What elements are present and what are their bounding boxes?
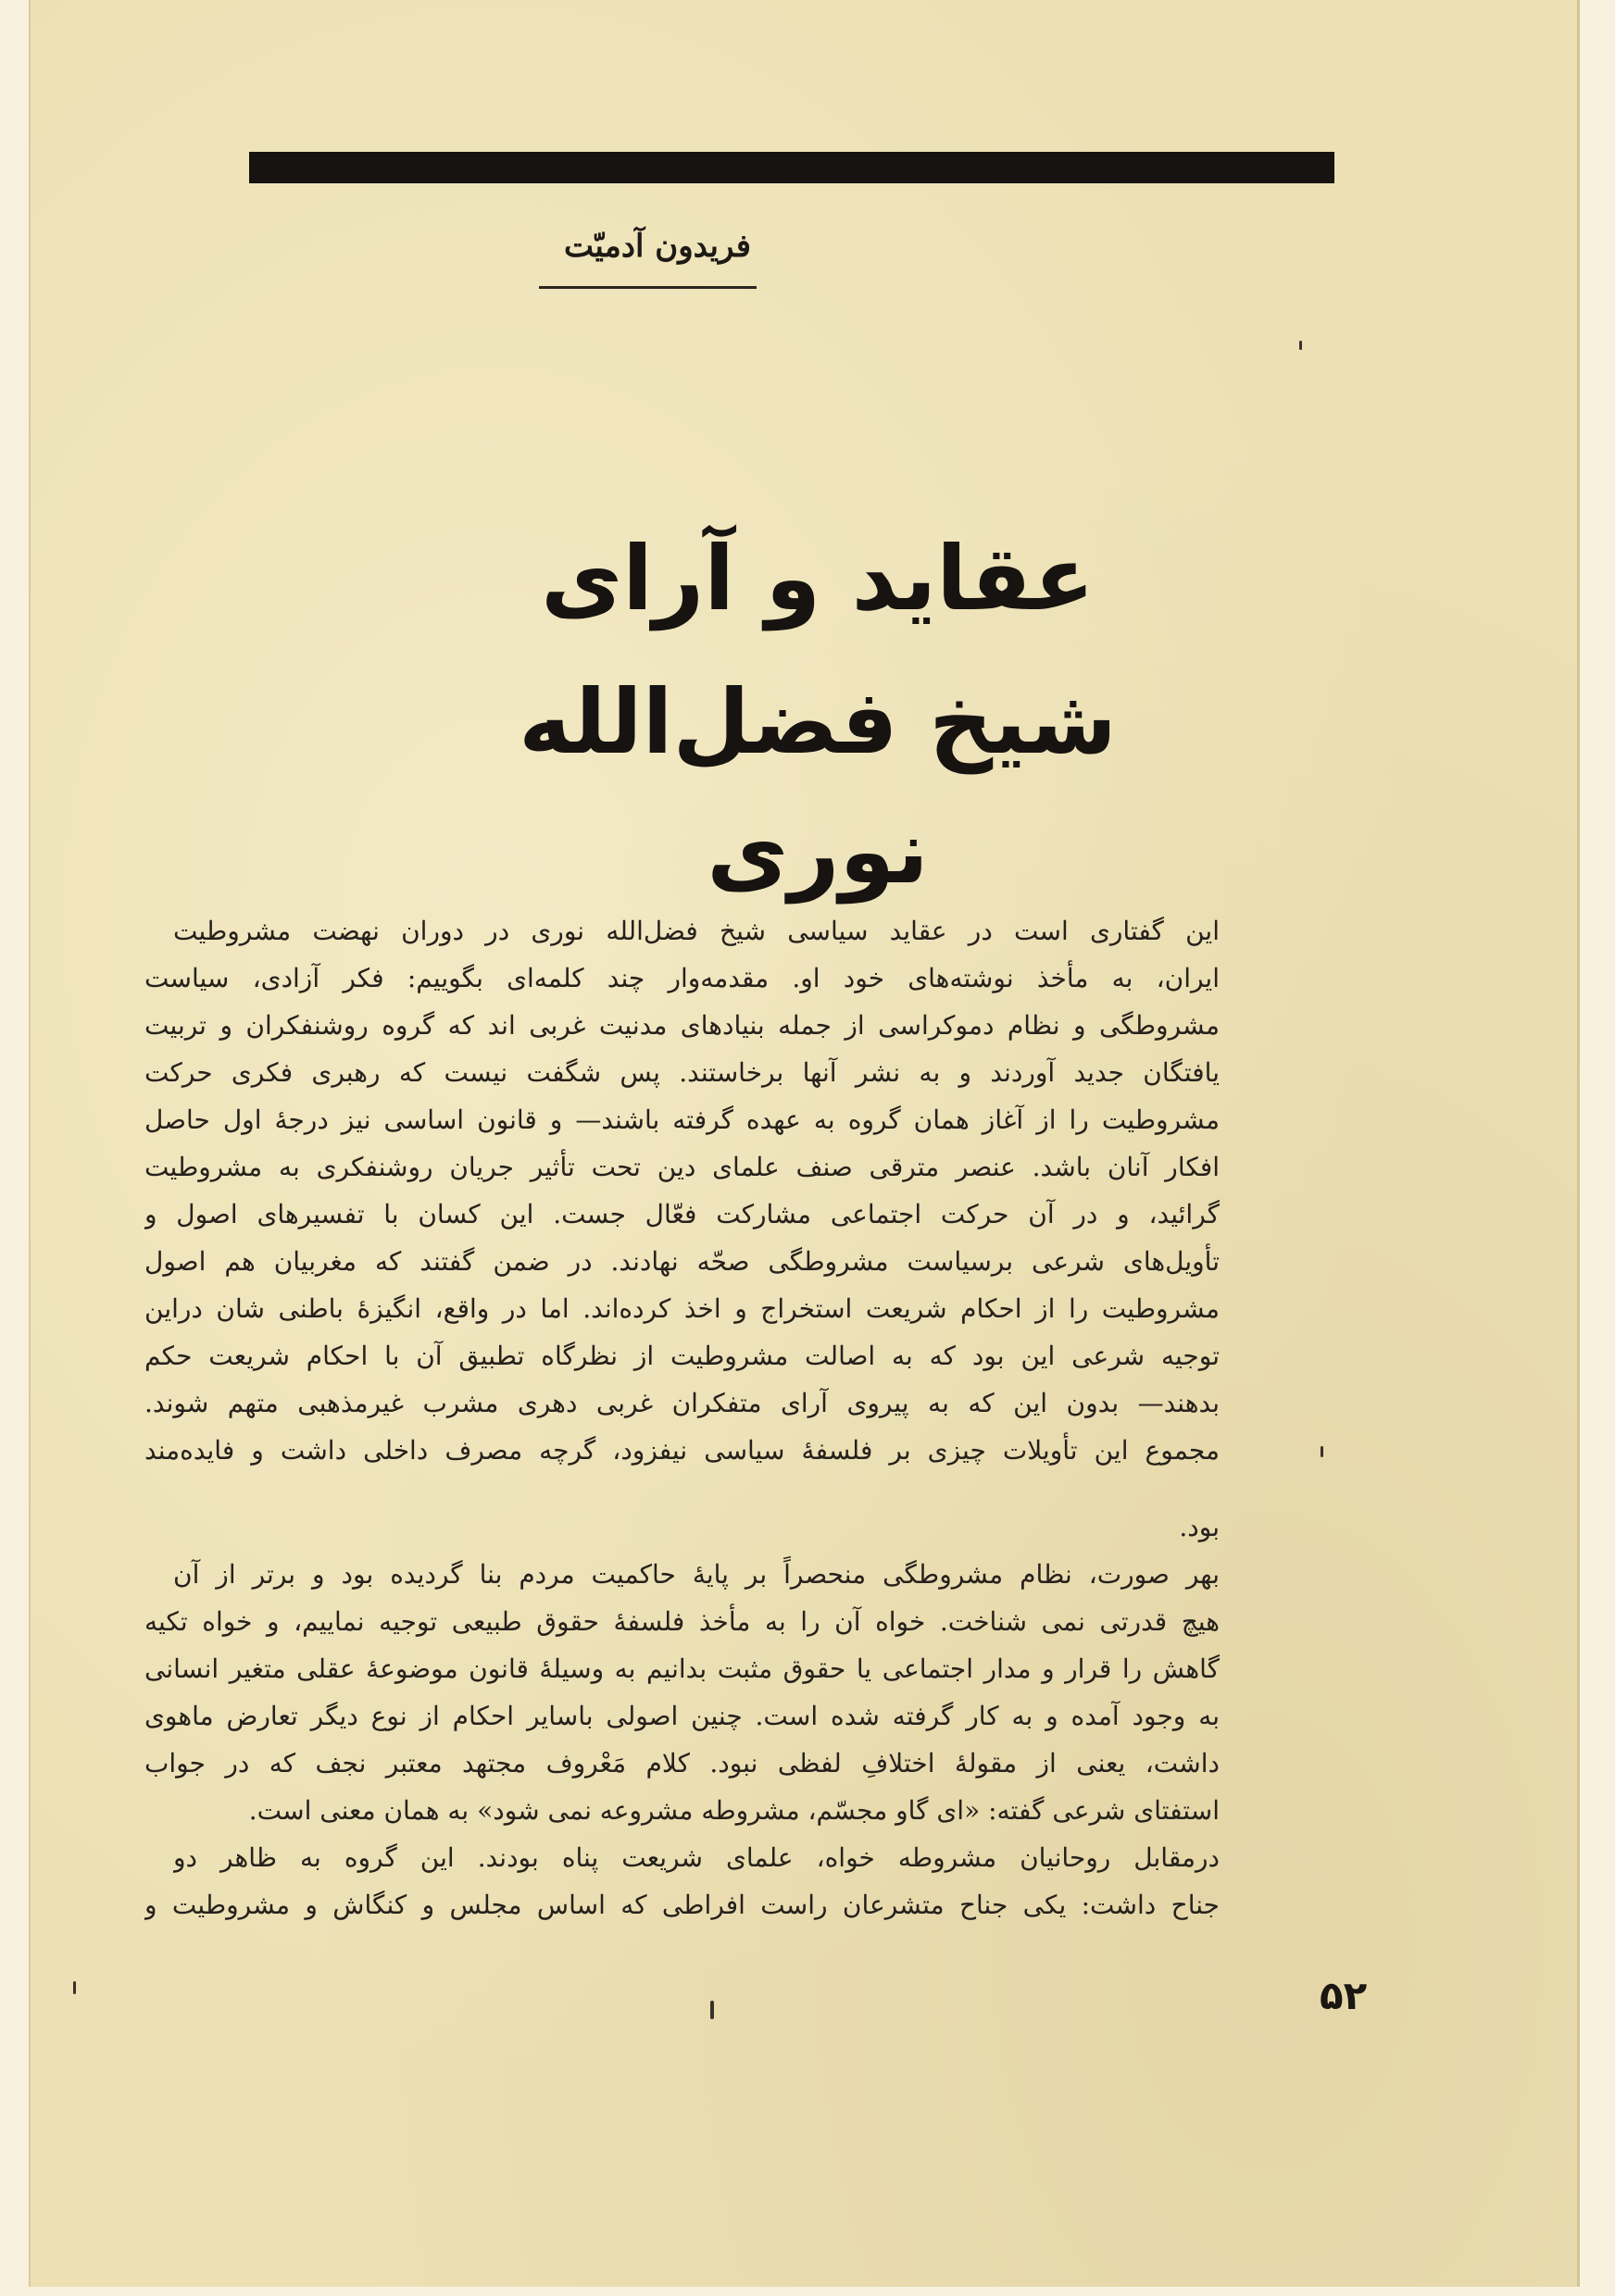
body-line: جناح داشت: یکی جناح متشرعان راست افراطی که اساس مجلس و کنگاش و مشروطیت و [144,1890,1220,1920]
article-title-line-1: عقاید و آرای [541,527,1095,630]
article-title-line-2: شیخ فضل‌الله نوری [519,670,1117,904]
header-rule [249,152,1334,183]
body-line: گاهش را قرار و مدار اجتماعی یا حقوق مثبت بدانیم به وسیلهٔ قانون موضوعهٔ عقلی متغیر انسانی [144,1653,1220,1684]
magazine-page [29,0,1580,2287]
body-line: هیچ قدرتی نمی شناخت. خواه آن را به مأخذ فلسفهٔ حقوق طبیعی توجیه نماییم، و خواه تکیه [144,1606,1220,1637]
paper-speck [73,1981,76,1994]
body-line: مشروطیت را از آغاز همان گروه به عهده گرفته باشند— و قانون اساسی نیز درجهٔ اول حاصل [144,1104,1220,1135]
body-line: ایران، به مأخذ نوشته‌های خود او. مقدمه‌وار چند کلمه‌ای بگوییم: فکر آزادی، سیاست [144,963,1220,993]
body-line: داشت، یعنی از مقولهٔ اختلافِ لفظی نبود. کلام مَعْروف مجتهد معتبر نجف که در جواب [144,1748,1220,1778]
paper-speck [710,2001,714,2019]
body-line: مشروطیت را از احکام شریعت استخراج و اخذ کرده‌اند. اما در واقع، انگیزهٔ باطنی شان دراین [144,1293,1220,1324]
author-underline [539,286,757,289]
body-line: یافتگان جدید آوردند و به نشر آنها برخاستند. پس شگفت نیست که رهبری فکری حرکت [144,1057,1220,1088]
body-line: افکار آنان باشد. عنصر مترقی صنف علمای دین تحت تأثیر جریان روشنفکری به مشروطیت [144,1152,1220,1182]
body-line: مجموع این تأویلات چیزی بر فلسفهٔ سیاسی نیفزود، گرچه مصرف داخلی داشت و فایده‌مند [144,1435,1220,1466]
page-number: ۵۲ [1320,1973,1368,2018]
author-name: فریدون آدمیّت [564,228,751,265]
body-line: این گفتاری است در عقاید سیاسی شیخ فضل‌الله نوری در دوران نهضت مشروطیت [173,916,1220,946]
body-line: بدهند— بدون این که به پیروی آرای متفکران غربی دهری مشرب غیرمذهبی متهم شوند. [144,1388,1220,1418]
paper-speck [1299,341,1302,350]
body-line: درمقابل روحانیان مشروطه خواه، علمای شریعت پناه بودند. این گروه به ظاهر دو [173,1842,1220,1873]
body-line: مشروطگی و نظام دموکراسی از جمله بنیادهای مدنیت غربی اند که گروه روشنفکران و تربیت [144,1010,1220,1041]
paper-speck [1321,1446,1323,1457]
body-line: بود. [1179,1512,1220,1542]
body-line: به وجود آمده و به کار گرفته شده است. چنین اصولی باسایر احکام از نوع دیگر تعارض ماهوی [144,1701,1220,1731]
body-line: توجیه شرعی این بود که به اصالت مشروطیت از نظرگاه تطبیق آن با احکام شریعت حکم [144,1341,1220,1371]
body-line: بهر صورت، نظام مشروطگی منحصراً بر پایهٔ حاکمیت مردم بنا گردیده بود و برتر از آن [173,1559,1220,1590]
body-line: تأویل‌های شرعی برسیاست مشروطگی صحّه نهادند. در ضمن گفتند که مغربیان هم اصول [144,1246,1220,1277]
body-line: گرائید، و در آن حرکت اجتماعی مشارکت فعّال جست. این کسان با تفسیرهای اصول و [144,1199,1220,1229]
body-line: استفتای شرعی گفته: «ای گاو مجسّم، مشروطه مشروعه نمی شود» به همان معنی است. [248,1795,1220,1826]
